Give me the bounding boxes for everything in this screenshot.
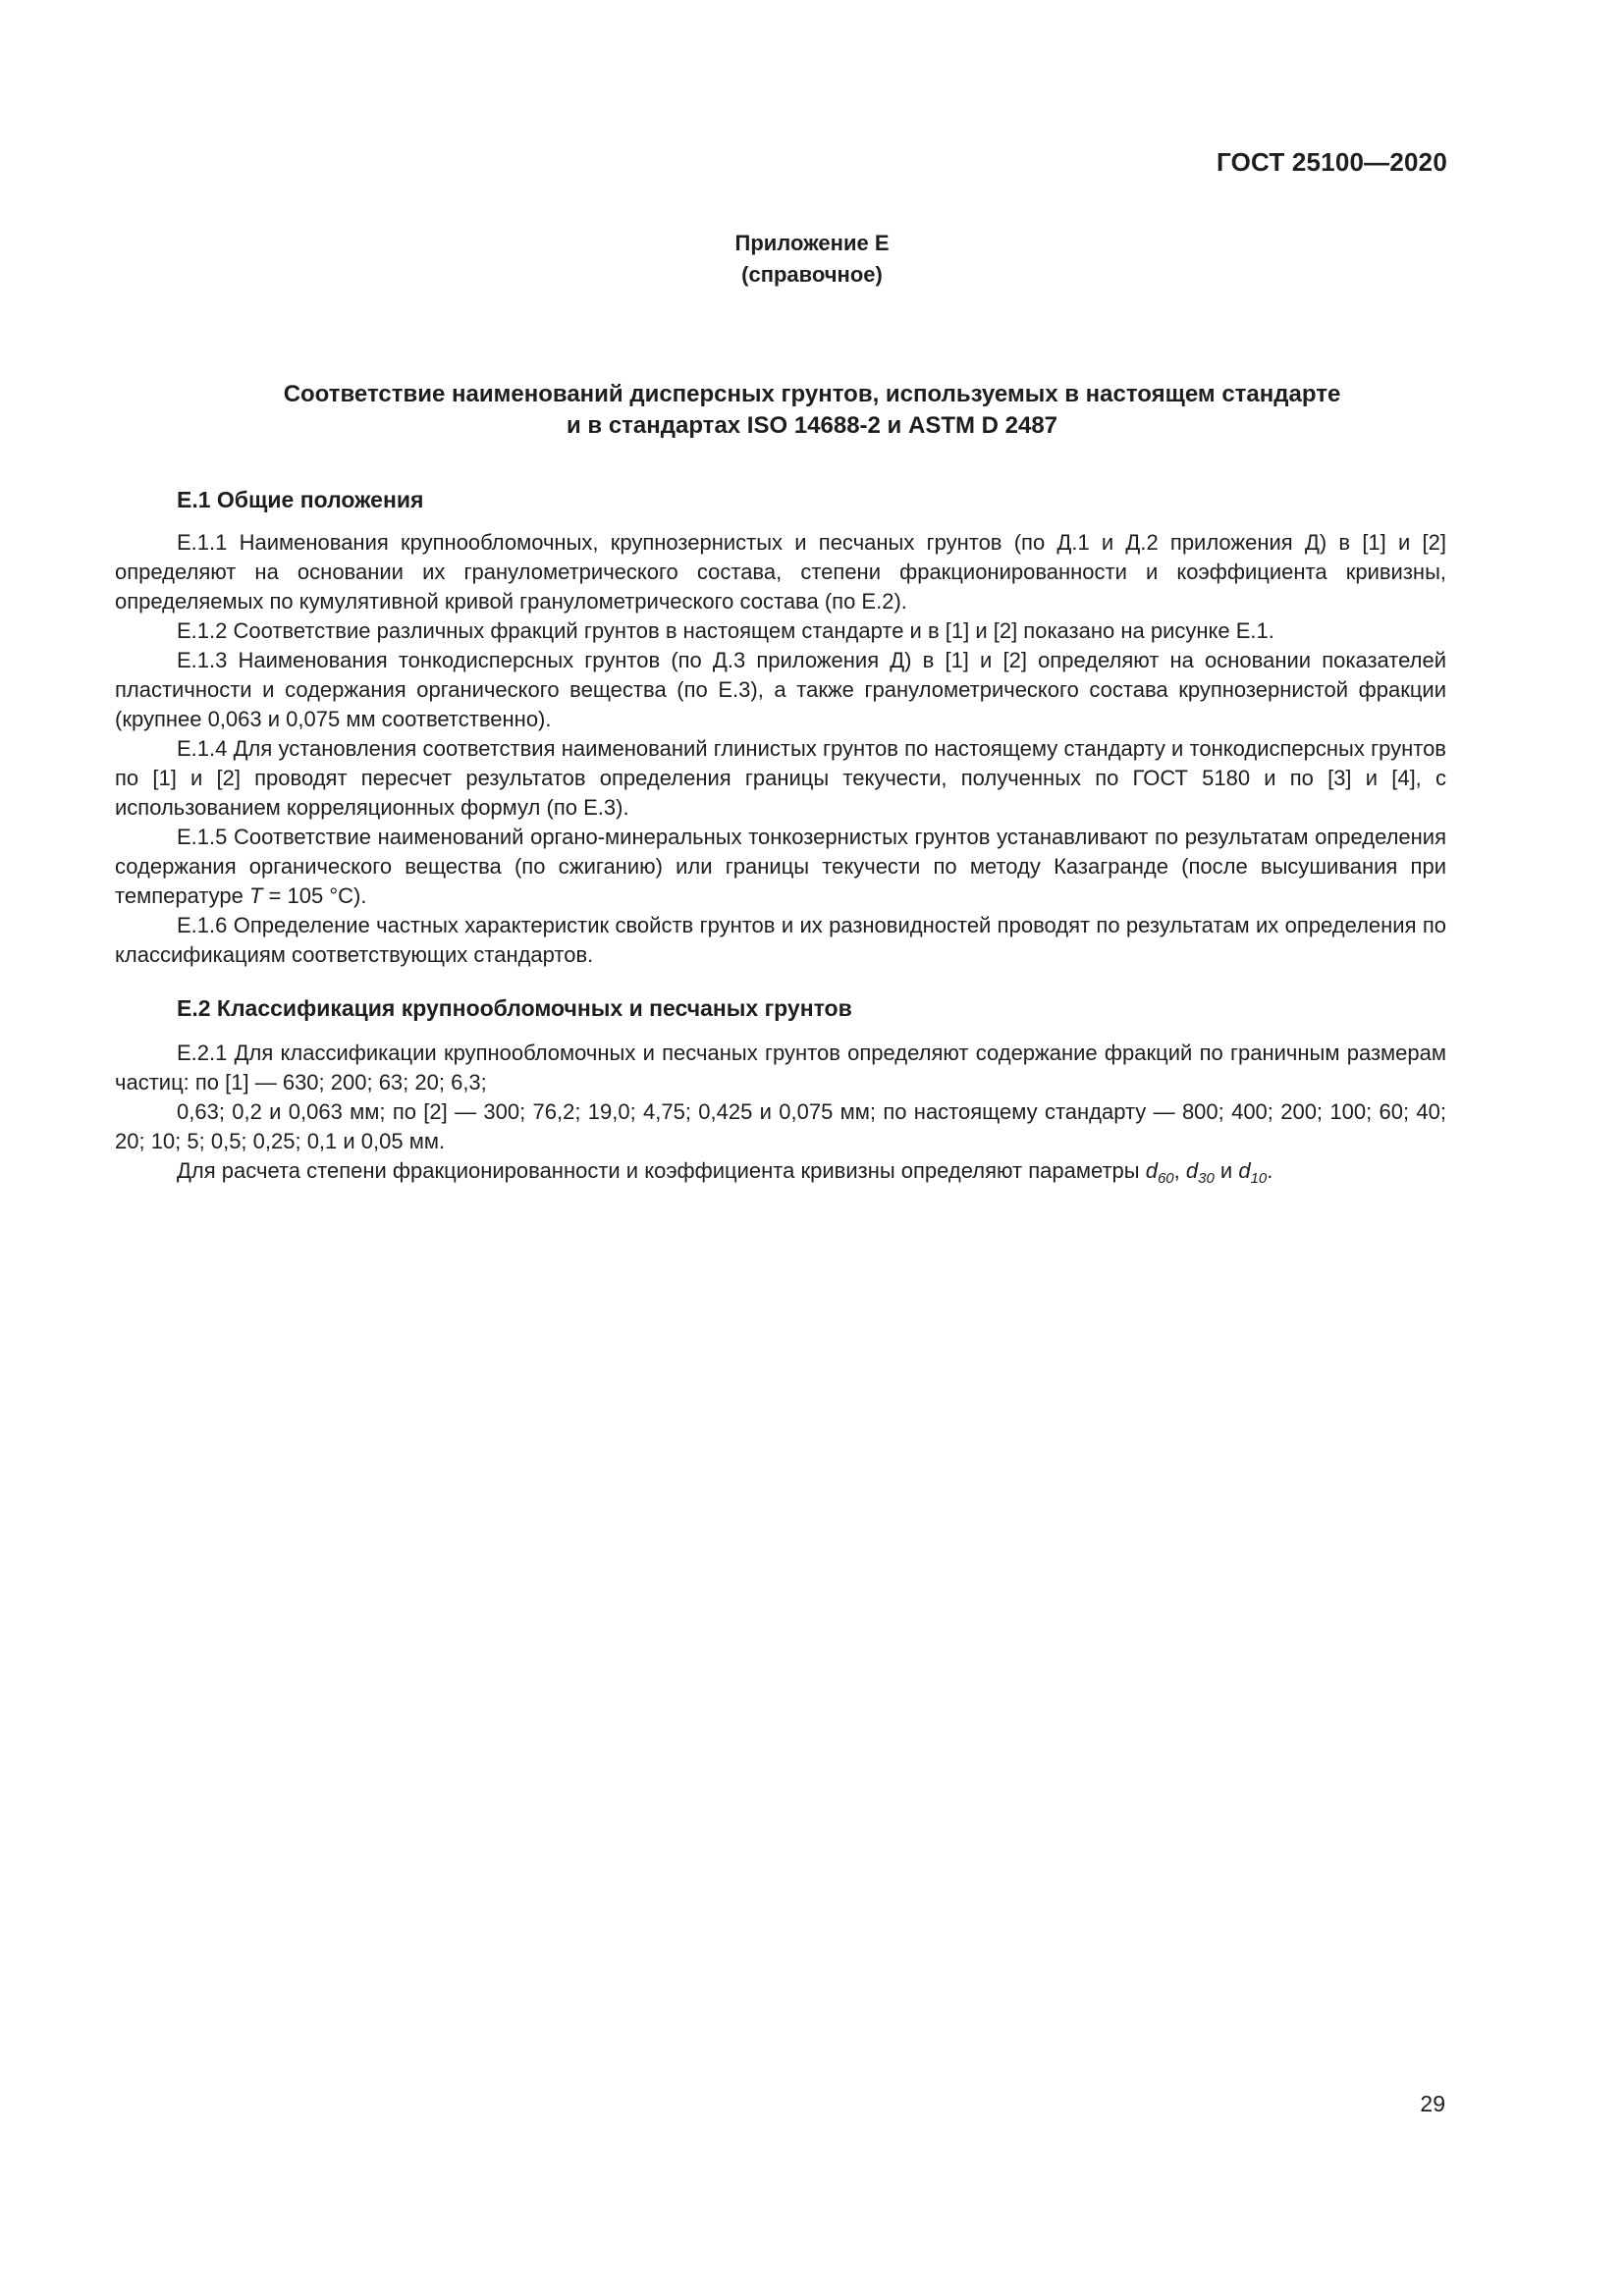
param-d10: $d_{10}$ (1238, 1158, 1268, 1187)
paragraph-e-1-5-tail-after: = 105 °С). (262, 883, 367, 908)
appendix-label: Приложение Е (734, 231, 890, 255)
param-d60: $d_{60}$ (1145, 1158, 1174, 1187)
paragraph-e-1-6: Е.1.6 Определение частных характеристик свойств грунтов и их разновидностей проводят по результатам их определения по классификациям соответствующих стандартов. (115, 913, 1446, 967)
page-title (118, 379, 1506, 442)
param-d30: $d_{30}$ (1185, 1158, 1215, 1187)
title-line-1: Соответствие наименований дисперсных грунтов, используемых в настоящем стандарте (283, 381, 1341, 407)
paragraph-e-1-5-tail-before: (после высушивания при температуре (115, 854, 1446, 908)
paragraph-e-2-1-continued: 0,63; 0,2 и 0,063 мм; по [2] — 300; 76,2; 19,0; 4,75; 0,425 и 0,075 мм; по настоящему стандарту — 800; 400; 200; 100; 60; 40; 20; 10; 5; 0,5; 0,25; 0,1 и 0,05 мм. (115, 1099, 1446, 1153)
parameters-text: Для расчета степени фракционированности и коэффициента кривизны определяют параметры (177, 1158, 1146, 1183)
title-line-2: и в стандартах ISO 14688-2 и ASTM D 2487 (566, 412, 1058, 439)
appendix-heading (0, 228, 1624, 291)
section-heading-e1: Е.1 Общие положения (177, 487, 424, 512)
paragraph-e-1-1: Е.1.1 Наименования крупнообломочных, крупнозернистых и песчаных грунтов (по Д.1 и Д.2 приложения Д) в [1] и [2] определяют на основании их гранулометрического состава, степени фракционированности и коэффициента кривизны, определяемых по кумулятивной кривой гранулометрического состава (по Е.2). (115, 530, 1446, 614)
paragraph-e-1-5-text: Е.1.5 Соответствие наименований органо-минеральных тонкозернистых грунтов устанавливают по результатам определения содержания органического вещества (по сжиганию) или границы текучести по методу Казагранде (115, 825, 1446, 879)
appendix-kind: (справочное) (741, 262, 883, 287)
document-code: ГОСТ 25100—2020 (1217, 147, 1447, 177)
paragraph-e-1-2: Е.1.2 Соответствие различных фракций грунтов в настоящем стандарте и в [1] и [2] показано на рисунке Е.1. (177, 618, 1274, 643)
section-heading-e2: Е.2 Классификация крупнообломочных и песчаных грунтов (177, 995, 852, 1021)
paragraph-e-1-4: Е.1.4 Для установления соответствия наименований глинистых грунтов по настоящему стандарту и тонкодисперсных грунтов по [1] и [2] проводят пересчет результатов определения границы текучести, полученных по ГОСТ 5180 и по [3] и [4], с использованием корреляционных формул (по Е.3). (115, 736, 1446, 820)
document-body (115, 485, 1446, 1186)
paragraph-e-1-5 (115, 823, 1446, 911)
paragraph-parameters: Для расчета степени фракционированности и коэффициента кривизны определяют параметры $d_{60}$, $d_{30}$ и $d_{10}$. (177, 1158, 1273, 1187)
paragraph-e-2-1: Е.2.1 Для классификации крупнообломочных и песчаных грунтов определяют содержание фракций по граничным размерам частиц: по [1] — 630; 200; 63; 20; 6,3; (115, 1041, 1446, 1095)
paragraph-e-1-3: Е.1.3 Наименования тонкодисперсных грунтов (по Д.3 приложения Д) в [1] и [2] определяют на основании показателей пластичности и содержания органического вещества (по Е.3), а также гранулометрического состава крупнозернистой фракции (крупнее 0,063 и 0,075 мм соответственно). (115, 648, 1446, 731)
temperature-variable: T (248, 883, 263, 908)
page-number: 29 (1420, 2091, 1445, 2116)
